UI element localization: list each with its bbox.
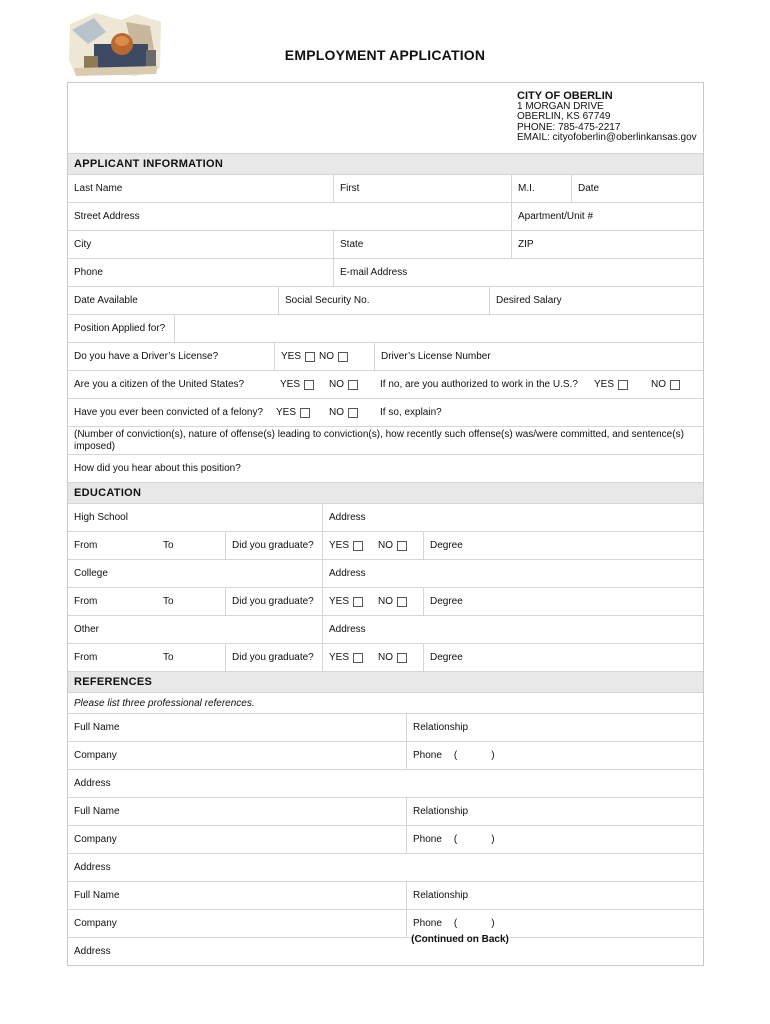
reference-3-company-field[interactable] xyxy=(68,910,406,937)
education-section-heading: EDUCATION xyxy=(68,483,703,504)
reference-3-relationship-label: Relationship xyxy=(413,890,469,901)
continued-note: (Continued on Back) xyxy=(411,934,509,945)
date-available-field[interactable] xyxy=(68,287,278,314)
college-address-label: Address xyxy=(329,568,366,579)
reference-1-company-row xyxy=(68,742,703,770)
position-input[interactable] xyxy=(174,315,703,342)
desired-salary-label: Desired Salary xyxy=(496,295,562,306)
authorized-no-checkbox[interactable] xyxy=(670,380,680,390)
other-no-option xyxy=(372,644,422,671)
college-address-field[interactable] xyxy=(322,560,703,587)
other-graduate-question-cell xyxy=(225,644,322,671)
document-title: EMPLOYMENT APPLICATION xyxy=(284,47,486,63)
high-school-no-label: NO xyxy=(378,540,393,551)
citizen-yes-option xyxy=(274,371,324,398)
position-label: Position Applied for? xyxy=(74,323,166,334)
reference-3-company-label: Company xyxy=(74,918,117,929)
hear-about-label: How did you hear about this position? xyxy=(74,463,241,474)
reference-2-relationship-field[interactable] xyxy=(406,798,703,825)
high-school-to-label: To xyxy=(163,540,174,551)
zip-label: ZIP xyxy=(518,239,534,250)
license-question-cell xyxy=(68,343,274,370)
references-section-heading: REFERENCES xyxy=(68,672,703,693)
authorized-yes-label: YES xyxy=(594,379,615,390)
reference-2-phone-label: Phone xyxy=(413,834,442,845)
availability-row xyxy=(68,287,703,315)
middle-initial-label: M.I. xyxy=(518,183,535,194)
college-row xyxy=(68,560,703,588)
college-from-field[interactable] xyxy=(68,588,157,615)
reference-1-name-row xyxy=(68,714,703,742)
high-school-row xyxy=(68,504,703,532)
other-to-label: To xyxy=(163,652,174,663)
city-row xyxy=(68,231,703,259)
reference-2-company-label: Company xyxy=(74,834,117,845)
reference-1-name-field[interactable] xyxy=(68,714,406,741)
felony-question: Have you ever been convicted of a felony? xyxy=(74,407,264,418)
high-school-no-option xyxy=(372,532,422,559)
college-field[interactable] xyxy=(68,560,322,587)
reference-3-address-label: Address xyxy=(74,946,111,957)
contact-row xyxy=(68,259,703,287)
license-question: Do you have a Driver’s License? xyxy=(74,351,219,362)
reference-1-name-label: Full Name xyxy=(74,722,120,733)
other-dates-row xyxy=(68,644,703,672)
high-school-dates-row xyxy=(68,532,703,560)
application-form xyxy=(67,82,704,966)
reference-2-name-label: Full Name xyxy=(74,806,120,817)
state-label: State xyxy=(340,239,364,250)
reference-2-company-row xyxy=(68,826,703,854)
high-school-graduate-question-cell xyxy=(225,532,322,559)
other-degree-label: Degree xyxy=(430,652,463,663)
authorized-no-option xyxy=(645,371,703,398)
citizen-question: Are you a citizen of the United States? xyxy=(74,379,245,390)
high-school-field[interactable] xyxy=(68,504,322,531)
reference-2-area-close: ) xyxy=(491,834,495,845)
license-number-field[interactable] xyxy=(374,343,703,370)
reference-2-address-label: Address xyxy=(74,862,111,873)
last-name-field[interactable] xyxy=(68,175,333,202)
citizen-question-cell xyxy=(68,371,274,398)
high-school-from-label: From xyxy=(74,540,98,551)
organization-address-2: OBERLIN, KS 67749 xyxy=(517,111,611,122)
felony-yes-checkbox[interactable] xyxy=(300,408,310,418)
authorized-no-label: NO xyxy=(651,379,666,390)
authorized-yes-checkbox[interactable] xyxy=(618,380,628,390)
high-school-yes-label: YES xyxy=(329,540,350,551)
other-address-label: Address xyxy=(329,624,366,635)
first-name-field[interactable] xyxy=(333,175,511,202)
organization-address-1: 1 MORGAN DRIVE xyxy=(517,100,604,112)
license-options xyxy=(274,343,374,370)
license-no-label: NO xyxy=(319,351,335,362)
email-field[interactable] xyxy=(333,259,703,286)
hear-about-field[interactable] xyxy=(68,455,703,482)
other-from-field[interactable] xyxy=(68,644,157,671)
city-label: City xyxy=(74,239,92,250)
last-name-label: Last Name xyxy=(74,183,123,194)
reference-3-area-open: ( xyxy=(453,918,458,929)
organization-email: EMAIL: cityofoberlin@oberlinkansas.gov xyxy=(517,132,697,143)
high-school-yes-checkbox[interactable] xyxy=(353,541,363,551)
email-label: E-mail Address xyxy=(340,267,408,278)
reference-1-relationship-field[interactable] xyxy=(406,714,703,741)
zip-field[interactable] xyxy=(511,231,703,258)
high-school-to-field[interactable] xyxy=(157,532,226,559)
felony-explain-field[interactable] xyxy=(374,399,703,426)
high-school-graduate-question: Did you graduate? xyxy=(232,540,314,551)
citizen-row xyxy=(68,371,703,399)
high-school-address-label: Address xyxy=(329,512,366,523)
college-label: College xyxy=(74,568,108,579)
college-to-label: To xyxy=(163,596,174,607)
street-address-field[interactable] xyxy=(68,203,511,230)
date-available-label: Date Available xyxy=(74,295,138,306)
license-no-checkbox[interactable] xyxy=(338,352,348,362)
college-graduate-question: Did you graduate? xyxy=(232,596,314,607)
reference-1-area-open: ( xyxy=(453,750,458,761)
reference-1-address-field[interactable] xyxy=(68,770,703,797)
city-field[interactable] xyxy=(68,231,333,258)
felony-question-cell xyxy=(68,399,274,426)
license-number-label: Driver’s License Number xyxy=(381,351,491,362)
felony-no-checkbox[interactable] xyxy=(348,408,358,418)
felony-explain-label: If so, explain? xyxy=(380,407,442,418)
city-logo-image xyxy=(66,10,164,80)
felony-row xyxy=(68,399,703,427)
felony-yes-label: YES xyxy=(276,407,297,418)
reference-1-relationship-label: Relationship xyxy=(413,722,469,733)
high-school-label: High School xyxy=(74,512,128,523)
college-graduate-question-cell xyxy=(225,588,322,615)
high-school-from-field[interactable] xyxy=(68,532,157,559)
other-yes-label: YES xyxy=(329,652,350,663)
authorized-question: If no, are you authorized to work in the U.S.? xyxy=(380,379,578,390)
college-to-field[interactable] xyxy=(157,588,226,615)
reference-1-phone-label: Phone xyxy=(413,750,442,761)
desired-salary-field[interactable] xyxy=(489,287,703,314)
high-school-yes-option xyxy=(322,532,372,559)
phone-label: Phone xyxy=(74,267,103,278)
other-yes-option xyxy=(322,644,372,671)
college-from-label: From xyxy=(74,596,98,607)
citizen-no-checkbox[interactable] xyxy=(348,380,358,390)
reference-3-phone-field[interactable] xyxy=(406,910,703,937)
high-school-degree-field[interactable] xyxy=(423,532,703,559)
reference-2-name-field[interactable] xyxy=(68,798,406,825)
applicant-section-heading: APPLICANT INFORMATION xyxy=(68,154,703,175)
state-field[interactable] xyxy=(333,231,511,258)
date-field[interactable] xyxy=(571,175,703,202)
college-yes-option xyxy=(322,588,372,615)
college-yes-label: YES xyxy=(329,596,350,607)
phone-field[interactable] xyxy=(68,259,333,286)
felony-note: (Number of conviction(s), nature of offense(s) leading to conviction(s), how recently such offense(s) was/were committed, and sentence(s) imposed) xyxy=(74,428,684,452)
organization-info xyxy=(517,91,697,144)
references-instruction: Please list three professional references. xyxy=(74,697,255,709)
felony-yes-option xyxy=(270,399,320,426)
college-no-option xyxy=(372,588,422,615)
college-degree-label: Degree xyxy=(430,596,463,607)
college-dates-row xyxy=(68,588,703,616)
felony-no-label: NO xyxy=(329,407,344,418)
license-row xyxy=(68,343,703,371)
references-instruction-row xyxy=(68,693,703,714)
apartment-field[interactable] xyxy=(511,203,703,230)
reference-2-name-row xyxy=(68,798,703,826)
other-school-field[interactable] xyxy=(68,616,322,643)
reference-2-relationship-label: Relationship xyxy=(413,806,469,817)
reference-2-company-field[interactable] xyxy=(68,826,406,853)
felony-note-row xyxy=(68,427,703,455)
authorized-question-cell xyxy=(374,371,588,398)
other-address-field[interactable] xyxy=(322,616,703,643)
reference-2-address-field[interactable] xyxy=(68,854,703,881)
organization-header xyxy=(68,83,703,154)
high-school-address-field[interactable] xyxy=(322,504,703,531)
reference-3-name-row xyxy=(68,882,703,910)
high-school-no-checkbox[interactable] xyxy=(397,541,407,551)
reference-3-name-field[interactable] xyxy=(68,882,406,909)
citizen-no-option xyxy=(323,371,373,398)
reference-1-phone-field[interactable] xyxy=(406,742,703,769)
other-no-checkbox[interactable] xyxy=(397,653,407,663)
ssn-field[interactable] xyxy=(278,287,489,314)
other-row xyxy=(68,616,703,644)
high-school-degree-label: Degree xyxy=(430,540,463,551)
street-address-label: Street Address xyxy=(74,211,140,222)
position-row xyxy=(68,315,703,343)
other-no-label: NO xyxy=(378,652,393,663)
authorized-yes-option xyxy=(588,371,643,398)
reference-2-address-row xyxy=(68,854,703,882)
other-graduate-question: Did you graduate? xyxy=(232,652,314,663)
other-yes-checkbox[interactable] xyxy=(353,653,363,663)
ssn-label: Social Security No. xyxy=(285,295,370,306)
college-no-checkbox[interactable] xyxy=(397,597,407,607)
license-yes-label: YES xyxy=(281,351,302,362)
felony-no-option xyxy=(323,399,373,426)
street-row xyxy=(68,203,703,231)
name-row xyxy=(68,175,703,203)
citizen-yes-label: YES xyxy=(280,379,301,390)
college-degree-field[interactable] xyxy=(423,588,703,615)
reference-1-address-label: Address xyxy=(74,778,111,789)
middle-initial-field[interactable] xyxy=(511,175,571,202)
organization-name: CITY OF OBERLIN xyxy=(517,90,613,102)
reference-1-area-close: ) xyxy=(491,750,495,761)
license-yes-checkbox[interactable] xyxy=(305,352,315,362)
citizen-no-label: NO xyxy=(329,379,344,390)
college-no-label: NO xyxy=(378,596,393,607)
reference-2-area-open: ( xyxy=(453,834,458,845)
date-label: Date xyxy=(578,183,600,194)
first-name-label: First xyxy=(340,183,360,194)
position-label-cell xyxy=(68,315,174,342)
reference-1-address-row xyxy=(68,770,703,798)
other-from-label: From xyxy=(74,652,98,663)
reference-1-company-label: Company xyxy=(74,750,117,761)
college-yes-checkbox[interactable] xyxy=(353,597,363,607)
citizen-yes-checkbox[interactable] xyxy=(304,380,314,390)
reference-3-relationship-field[interactable] xyxy=(406,882,703,909)
hear-row xyxy=(68,455,703,483)
organization-phone: PHONE: 785-475-2217 xyxy=(517,121,621,133)
reference-3-area-close: ) xyxy=(491,918,495,929)
other-degree-field[interactable] xyxy=(423,644,703,671)
reference-2-phone-field[interactable] xyxy=(406,826,703,853)
apartment-label: Apartment/Unit # xyxy=(518,211,594,222)
reference-3-phone-label: Phone xyxy=(413,918,442,929)
reference-3-name-label: Full Name xyxy=(74,890,120,901)
reference-1-company-field[interactable] xyxy=(68,742,406,769)
other-to-field[interactable] xyxy=(157,644,226,671)
other-school-label: Other xyxy=(74,624,100,635)
